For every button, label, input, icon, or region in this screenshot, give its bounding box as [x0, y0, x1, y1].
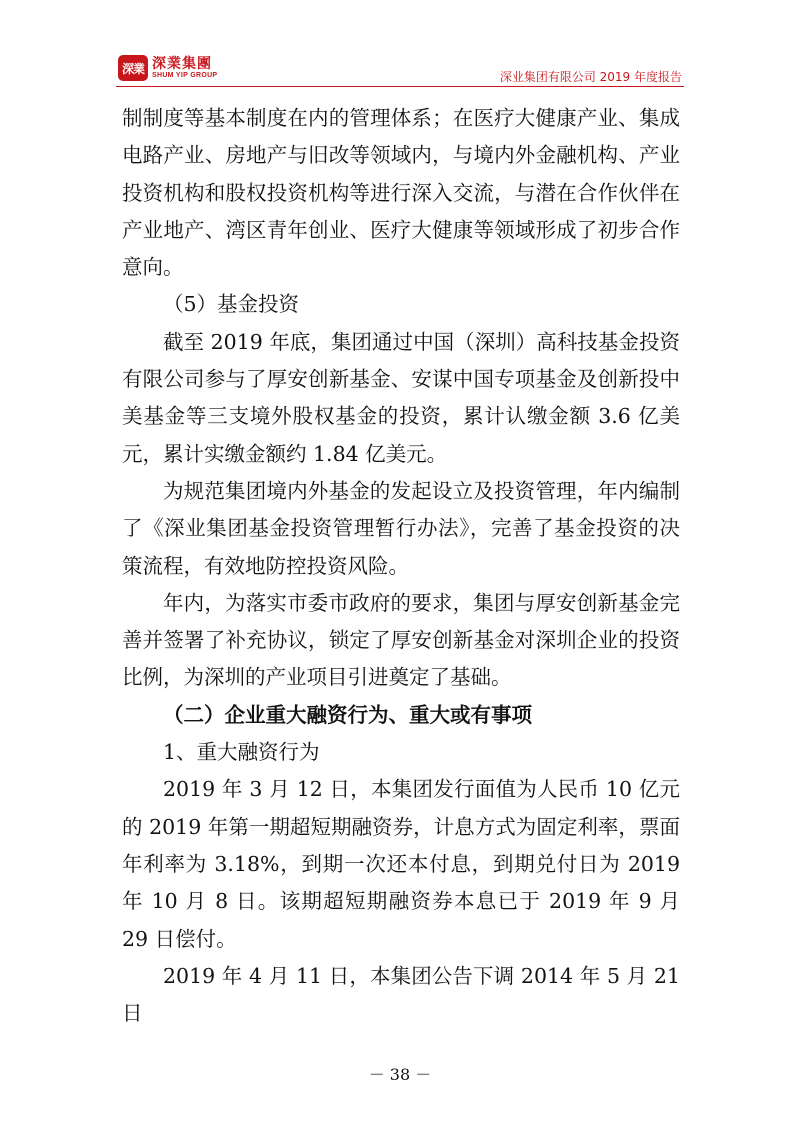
paragraph-fund-regulation: 为规范集团境内外基金的发起设立及投资管理，年内编制了《深业集团基金投资管理暂行办法》，完善了基金投资的决策流程，有效地防控投资风险。 [122, 478, 680, 578]
section-heading-financing: （二）企业重大融资行为、重大或有事项 [163, 702, 532, 727]
logo-chinese-name: 深業集團 [152, 55, 212, 72]
paragraph-continuation: 制制度等基本制度在内的管理体系；在医疗大健康产业、集成电路产业、房地产与旧改等领域内，与境内外金融机构、产业投资机构和股权投资机构等进行深入交流，与潜在合作伙伴在产业地产、湾区青年创业、医疗大健康等领域形成了初步合作意向。 [122, 106, 680, 280]
company-logo [118, 52, 217, 84]
section-title-fund-investment: （5）基金投资 [163, 292, 300, 317]
logo-mark: 深業 [118, 55, 148, 81]
paragraph-announcement: 2019 年 4 月 11 日，本集团公告下调 2014 年 5 月 21 日 [122, 963, 680, 1026]
paragraph-supplementary-agreement: 年内，为落实市委市政府的要求，集团与厚安创新基金完善并签署了补充协议，锁定了厚安创新基金对深圳企业的投资比例，为深圳的产业项目引进奠定了基础。 [122, 590, 680, 690]
page-number: － 38 － [368, 1065, 432, 1084]
subsection-title-financing: 1、重大融资行为 [163, 740, 320, 765]
header-divider [116, 86, 684, 87]
logo-english-name: SHUM YIP GROUP [152, 71, 218, 79]
logo-text [152, 57, 217, 80]
paragraph-fund-investment: 截至 2019 年底，集团通过中国（深圳）高科技基金投资有限公司参与了厚安创新基金、安谋中国专项基金及创新投中美基金等三支境外股权基金的投资，累计认缴金额 3.6 亿美元，累计实缴金额约 1.84 亿美元。 [122, 329, 680, 466]
body-text [122, 100, 680, 1032]
report-title: 深业集团有限公司 2019 年度报告 [499, 70, 682, 84]
paragraph-short-term-notes: 2019 年 3 月 12 日，本集团发行面值为人民币 10 亿元的 2019 年第一期超短期融资券，计息方式为固定利率，票面年利率为 3.18%，到期一次还本付息，到期兑付日为 2019 年 10 月 8 日。该期超短期融资券本息已于 2019 年 9 月 29 日偿付。 [122, 777, 680, 951]
